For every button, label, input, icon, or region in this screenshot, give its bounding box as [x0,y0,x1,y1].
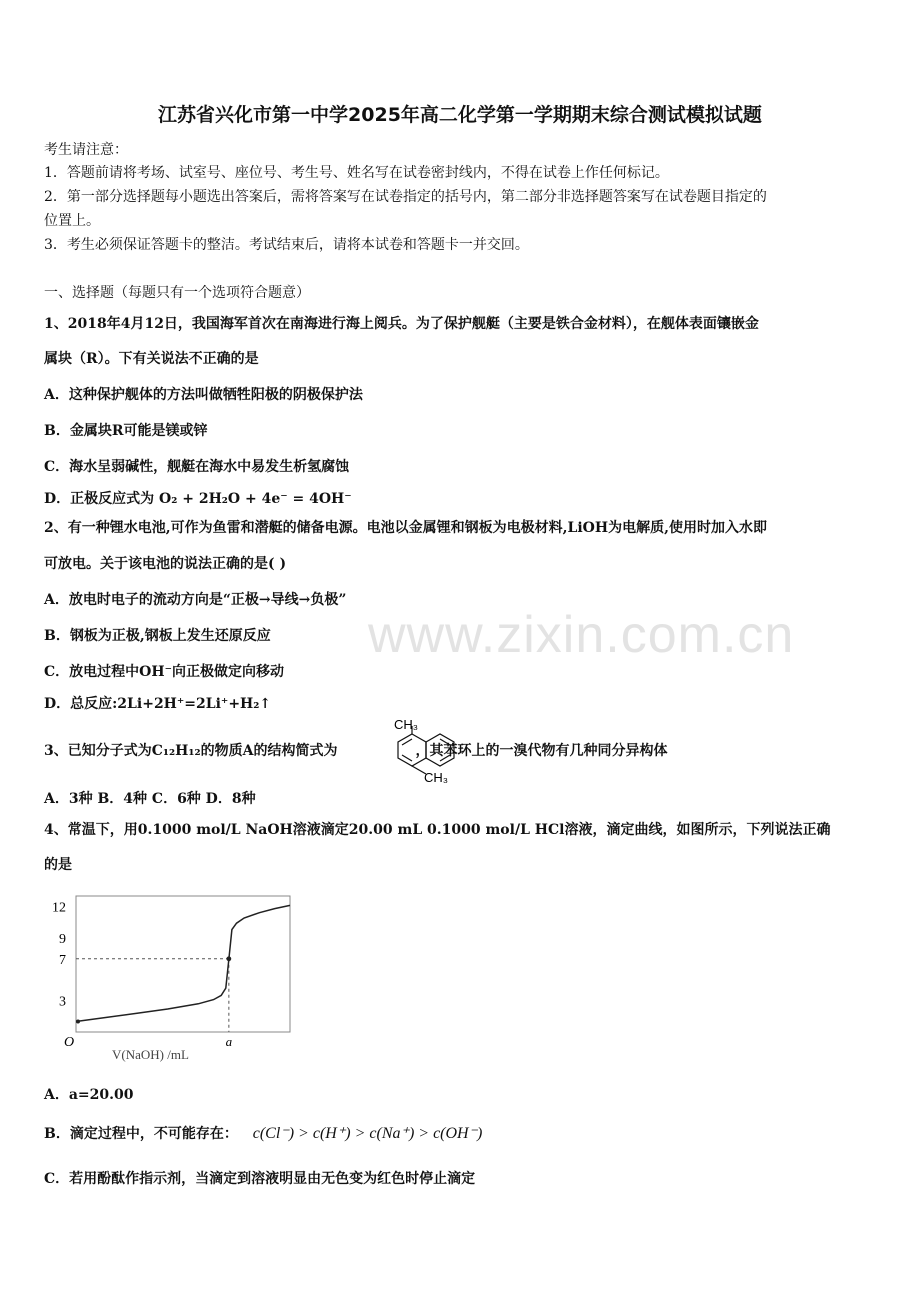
q1-option-a: A．这种保护舰体的方法叫做牺牲阳极的阴极保护法 [44,387,363,403]
q4-option-c: C．若用酚酞作指示剂，当滴定到溶液明显由无色变为红色时停止滴定 [44,1171,476,1187]
plot-frame [76,896,290,1032]
ch3-bottom-label: CH₃ [424,770,449,784]
q3-options: A．3种 B．4种 C．6种 D．8种 [44,791,256,807]
y-tick-label: 12 [52,900,66,916]
q2-option-d: D．总反应:2Li+2H⁺=2Li⁺+H₂↑ [44,696,272,712]
q1-option-b: B．金属块R可能是镁或锌 [44,423,208,439]
q4-stem: 4、常温下，用0.1000 mol/L NaOH溶液滴定20.00 mL 0.1000 mol/L HCl溶液，滴定曲线，如图所示，下列说法正确 [44,822,831,838]
q2-stem: 可放电。关于该电池的说法正确的是( ) [44,556,287,572]
equivalence-point [226,956,231,961]
section-heading: 一、选择题（每题只有一个选项符合题意） [44,285,310,301]
q4-option-b [44,1124,880,1144]
start-point [76,1020,80,1024]
q1-option-d-equation: O₂ + 2H₂O + 4e⁻ = 4OH⁻ [159,491,352,507]
q4-stem: 的是 [44,857,72,873]
q4-option-b-math: c(Cl⁻) > c(H⁺) > c(Na⁺) > c(OH⁻) [252,1125,483,1142]
q2-option-b: B．钢板为正极,钢板上发生还原反应 [44,628,271,644]
notice-item: 3．考生必须保证答题卡的整洁。考试结束后，请将本试卷和答题卡一并交回。 [44,237,529,253]
q3-stem-b: ，其苯环上的一溴代物有几种同分异构体 [415,743,668,759]
q2-stem: 2、有一种锂水电池,可作为鱼雷和潜艇的储备电源。电池以金属锂和钢板为电极材料,LiOH为电解质,使用时加入水即 [44,520,767,536]
y-tick-label: 3 [59,994,66,1010]
y-tick-label: 7 [59,952,66,968]
y-tick-label: 9 [59,931,66,947]
ch3-top-label: CH₃ [394,718,419,732]
page-title: 江苏省兴化市第一中学2025年高二化学第一学期期末综合测试模拟试题 [158,104,762,126]
q1-option-d-label: D．正极反应式为 [44,491,155,507]
titration-curve [76,905,290,1021]
notice-item: 2．第一部分选择题每小题选出答案后，需将答案写在试卷指定的括号内，第二部分非选择题答案写在试卷题目指定的 [44,189,767,205]
notice-item: 1．答题前请将考场、试室号、座位号、考生号、姓名写在试卷密封线内，不得在试卷上作任何标记。 [44,165,669,181]
q2-option-a: A．放电时电子的流动方向是“正极→导线→负极” [44,592,347,608]
notice-heading: 考生请注意： [44,142,128,158]
notice-item: 位置上。 [44,213,100,229]
q3-stem-a: 3、已知分子式为C₁₂H₁₂的物质A的结构简式为 [44,743,338,759]
q1-option-d [44,489,880,509]
naphthalene-structure-image [388,718,468,784]
q4-option-b-label: B．滴定过程中，不可能存在： [44,1126,238,1142]
x-axis-label: V(NaOH) /mL [112,1047,189,1062]
q1-stem: 属块（R）。下有关说法不正确的是 [44,351,259,367]
q2-option-c: C．放电过程中OH⁻向正极做定向移动 [44,664,284,680]
watermark: www.zixin.com.cn [368,606,795,664]
q4-option-a: A．a=20.00 [44,1087,134,1103]
titration-chart [44,888,304,1063]
q1-option-c: C．海水呈弱碱性，舰艇在海水中易发生析氢腐蚀 [44,459,350,475]
x-tick-label-a: a [225,1034,233,1049]
origin-label: O [64,1035,75,1050]
q1-stem: 1、2018年4月12日，我国海军首次在南海进行海上阅兵。为了保护舰艇（主要是铁合金材料），在舰体表面镶嵌金 [44,316,759,332]
